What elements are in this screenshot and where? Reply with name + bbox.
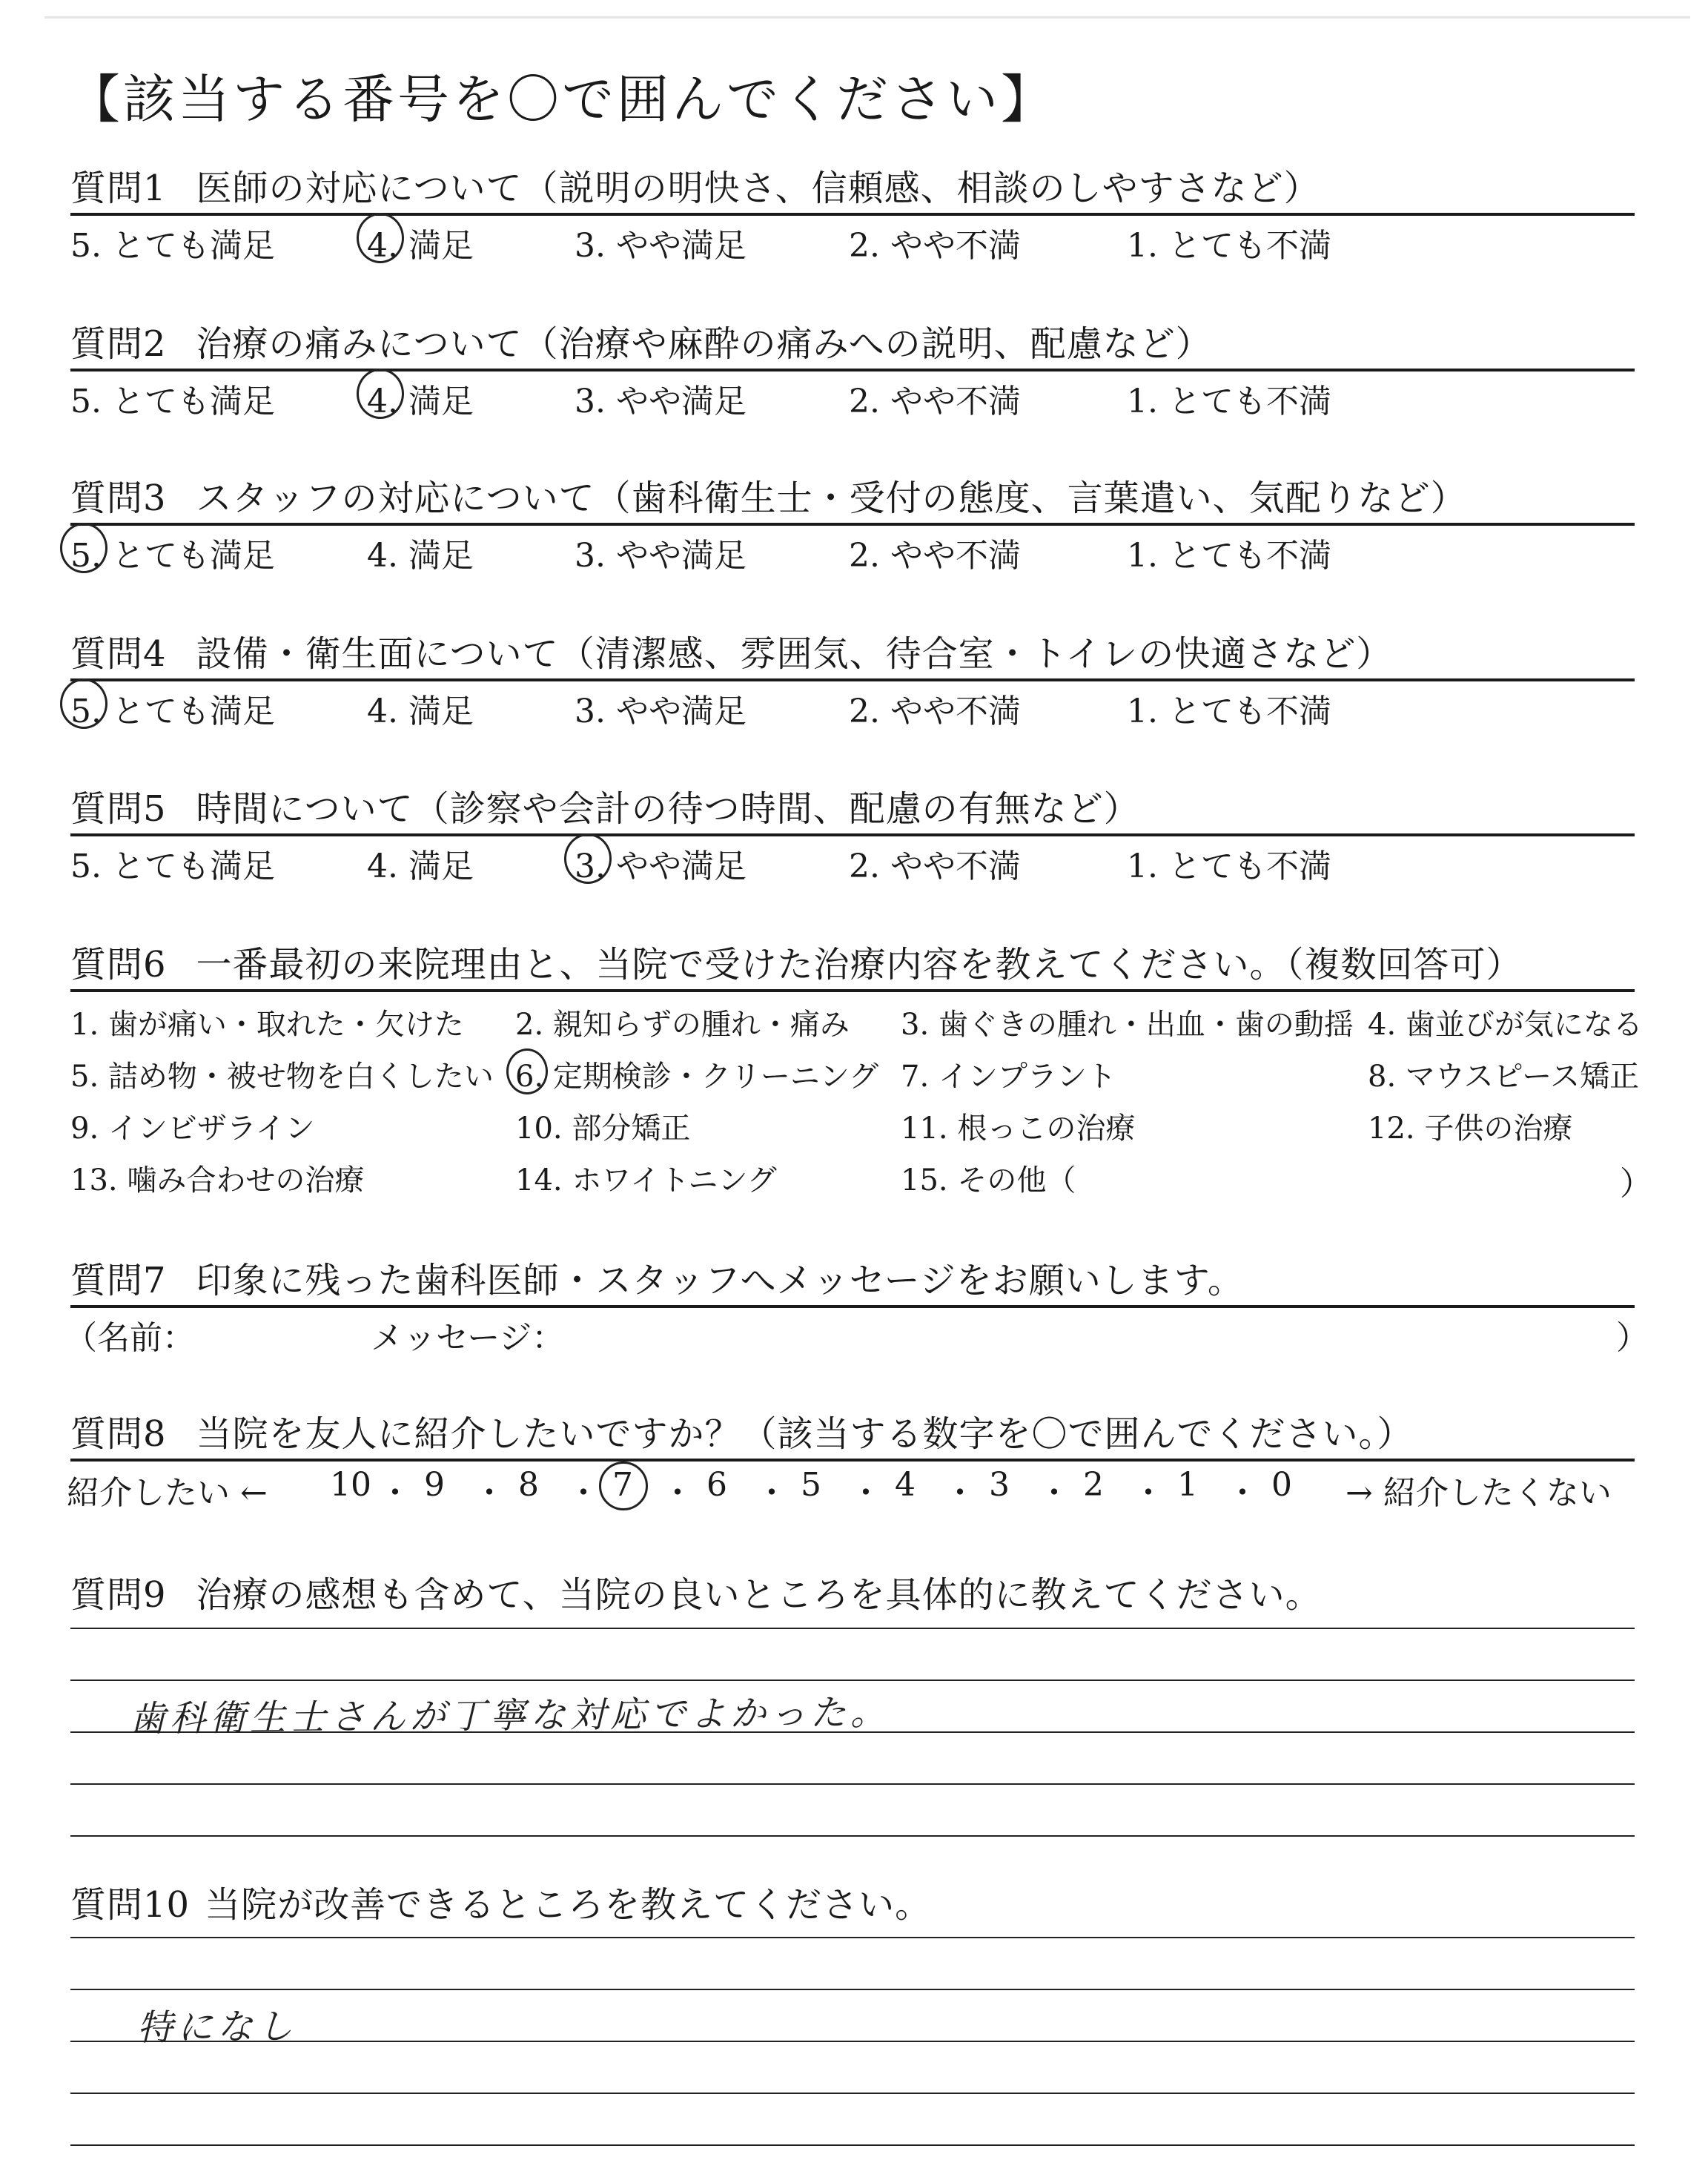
other-close-paren: ） [1620, 1165, 1652, 1203]
recommend-score-0[interactable]: 0 [1271, 1466, 1292, 1504]
rating-option-4[interactable]: 4. 満足 [367, 693, 474, 730]
treatment-option-11[interactable]: 11. 根っこの治療 [901, 1112, 1136, 1146]
recommend-left-label: 紹介したい ← [67, 1474, 268, 1512]
scale-separator: ・ [1132, 1474, 1165, 1512]
selection-circle [60, 678, 107, 729]
question-2 [70, 315, 1635, 426]
question-rule [70, 678, 1635, 681]
question-rule [70, 833, 1635, 836]
question-3-title: 質問3 スタッフの対応について（歯科衛生士・受付の態度、言葉遣い、気配りなど） [70, 478, 1467, 519]
recommend-score-5[interactable]: 5 [801, 1466, 821, 1504]
selection-circle [564, 833, 612, 884]
question-5 [70, 780, 1635, 891]
question-6-title: 質問6 一番最初の来院理由と、当院で受けた治療内容を教えてください。（複数回答可） [70, 944, 1523, 985]
answer-line [70, 1783, 1635, 1785]
answer-line [70, 1937, 1635, 1938]
question-9 [70, 1566, 1635, 1616]
rating-option-1[interactable]: 1. とても不満 [1127, 227, 1331, 265]
rating-option-3[interactable]: 3. やや満足 [575, 848, 747, 885]
rating-option-3[interactable]: 3. やや満足 [575, 383, 747, 420]
recommend-score-2[interactable]: 2 [1083, 1466, 1104, 1504]
question-4 [70, 625, 1635, 736]
question-rule [70, 213, 1635, 216]
treatment-option-2[interactable]: 2. 親知らずの腫れ・痛み [515, 1008, 850, 1042]
treatment-option-15[interactable]: 15. その他（ [901, 1163, 1076, 1198]
selection-circle [506, 1048, 548, 1094]
scale-separator: ・ [1226, 1474, 1259, 1512]
question-8 [67, 1405, 1635, 1516]
answer-line [70, 2093, 1635, 2094]
message-label: メッセージ： [371, 1319, 565, 1357]
recommend-right-label: → 紹介したくない [1345, 1474, 1612, 1512]
recommend-score-6[interactable]: 6 [706, 1466, 727, 1504]
rating-options [70, 684, 1635, 736]
treatment-option-10[interactable]: 10. 部分矯正 [515, 1112, 691, 1146]
question-9-title: 質問9 治療の感想も含めて、当院の良いところを具体的に教えてください。 [70, 1574, 1322, 1616]
question-9-answer: 歯科衛生士さんが丁寧な対応でよかった。 [129, 1691, 891, 1740]
answer-line [70, 2144, 1635, 2146]
rating-option-2[interactable]: 2. やや不満 [849, 537, 1021, 575]
treatment-option-13[interactable]: 13. 噛み合わせの治療 [70, 1163, 365, 1198]
question-7 [64, 1252, 1649, 1363]
treatment-option-9[interactable]: 9. インビザライン [70, 1112, 315, 1146]
rating-option-1[interactable]: 1. とても不満 [1127, 848, 1331, 885]
question-5-title: 質問5 時間について（診察や会計の待つ時間、配慮の有無など） [70, 788, 1140, 830]
treatment-option-12[interactable]: 12. 子供の治療 [1368, 1112, 1573, 1146]
question-rule [70, 369, 1635, 371]
rating-option-2[interactable]: 2. やや不満 [849, 383, 1021, 420]
scale-separator: ・ [473, 1474, 506, 1512]
rating-option-3[interactable]: 3. やや満足 [575, 227, 747, 265]
scale-separator: ・ [755, 1474, 788, 1512]
recommend-score-7[interactable]: 7 [612, 1466, 633, 1504]
question-7-rule [70, 1305, 1635, 1308]
recommend-score-1[interactable]: 1 [1177, 1466, 1198, 1504]
scale-separator: ・ [944, 1474, 976, 1512]
question-4-title: 質問4 設備・衛生面について（清潔感、雰囲気、待合室・トイレの快適さなど） [70, 633, 1393, 675]
rating-option-4[interactable]: 4. 満足 [367, 537, 474, 575]
rating-option-5[interactable]: 5. とても満足 [70, 848, 275, 885]
recommend-score-3[interactable]: 3 [989, 1466, 1010, 1504]
question-6 [70, 936, 1652, 1210]
question-10-answer: 特になし [136, 2006, 298, 2049]
question-2-title: 質問2 治療の痛みについて（治療や麻酔の痛みへの説明、配慮など） [70, 323, 1212, 365]
rating-options [70, 839, 1635, 891]
message-close-paren: ） [1616, 1319, 1649, 1357]
question-rule [70, 523, 1635, 526]
selection-circle [357, 369, 404, 419]
question-7-title: 質問7 印象に残った歯科医師・スタッフへメッセージをお願いします。 [70, 1260, 1244, 1301]
answer-line [70, 1989, 1635, 1990]
question-8-title: 質問8 当院を友人に紹介したいですか？（該当する数字を〇で囲んでください。） [70, 1413, 1414, 1455]
scale-separator: ・ [1038, 1474, 1070, 1512]
rating-option-5[interactable]: 5. とても満足 [70, 227, 275, 265]
answer-line [70, 1628, 1635, 1629]
question-8-rule [70, 1459, 1635, 1462]
rating-option-5[interactable]: 5. とても満足 [70, 693, 275, 730]
treatment-option-3[interactable]: 3. 歯ぐきの腫れ・出血・歯の動揺 [901, 1008, 1354, 1042]
rating-option-1[interactable]: 1. とても不満 [1127, 693, 1331, 730]
name-label: （名前： [64, 1319, 195, 1357]
scale-separator: ・ [850, 1474, 882, 1512]
rating-option-4[interactable]: 4. 満足 [367, 227, 474, 265]
question-10 [70, 1876, 1635, 1926]
scale-separator: ・ [567, 1474, 600, 1512]
recommend-score-10[interactable]: 10 [330, 1466, 371, 1504]
rating-options [70, 529, 1635, 581]
rating-options [70, 374, 1635, 426]
recommend-score-8[interactable]: 8 [518, 1466, 539, 1504]
page-title: 【該当する番号を〇で囲んでください】 [68, 69, 1056, 130]
rating-option-5[interactable]: 5. とても満足 [70, 537, 275, 575]
rating-option-5[interactable]: 5. とても満足 [70, 383, 275, 420]
question-10-title: 質問10 当院が改善できるところを教えてください。 [70, 1884, 932, 1926]
question-6-rule [70, 989, 1635, 992]
rating-option-2[interactable]: 2. やや不満 [849, 227, 1021, 265]
rating-option-2[interactable]: 2. やや不満 [849, 693, 1021, 730]
answer-line [70, 2041, 1635, 2042]
treatment-option-8[interactable]: 8. マウスピース矯正 [1368, 1060, 1640, 1094]
scale-separator: ・ [661, 1474, 694, 1512]
answer-line [70, 1680, 1635, 1681]
treatment-option-1[interactable]: 1. 歯が痛い・取れた・欠けた [70, 1008, 464, 1042]
rating-options [70, 219, 1635, 271]
top-border [44, 16, 1690, 19]
question-1 [70, 159, 1635, 271]
treatment-option-4[interactable]: 4. 歯並びが気になる [1368, 1008, 1643, 1042]
treatment-option-14[interactable]: 14. ホワイトニング [515, 1163, 777, 1198]
selection-circle [357, 213, 404, 263]
rating-option-1[interactable]: 1. とても不満 [1127, 383, 1331, 420]
rating-option-3[interactable]: 3. やや満足 [575, 537, 747, 575]
treatment-option-7[interactable]: 7. インプラント [901, 1060, 1116, 1094]
question-3 [70, 469, 1635, 581]
rating-option-4[interactable]: 4. 満足 [367, 383, 474, 420]
recommend-score-9[interactable]: 9 [424, 1466, 445, 1504]
recommend-score-4[interactable]: 4 [895, 1466, 916, 1504]
scale-separator: ・ [379, 1474, 411, 1512]
selection-circle [599, 1462, 648, 1510]
treatment-option-6[interactable]: 6. 定期検診・クリーニング [515, 1060, 879, 1094]
selection-circle [60, 523, 107, 573]
rating-option-2[interactable]: 2. やや不満 [849, 848, 1021, 885]
treatment-option-5[interactable]: 5. 詰め物・被せ物を白くしたい [70, 1060, 494, 1094]
rating-option-1[interactable]: 1. とても不満 [1127, 537, 1331, 575]
question-1-title: 質問1 医師の対応について（説明の明快さ、信頼感、相談のしやすさなど） [70, 168, 1320, 209]
answer-line [70, 1835, 1635, 1837]
rating-option-4[interactable]: 4. 満足 [367, 848, 474, 885]
rating-option-3[interactable]: 3. やや満足 [575, 693, 747, 730]
